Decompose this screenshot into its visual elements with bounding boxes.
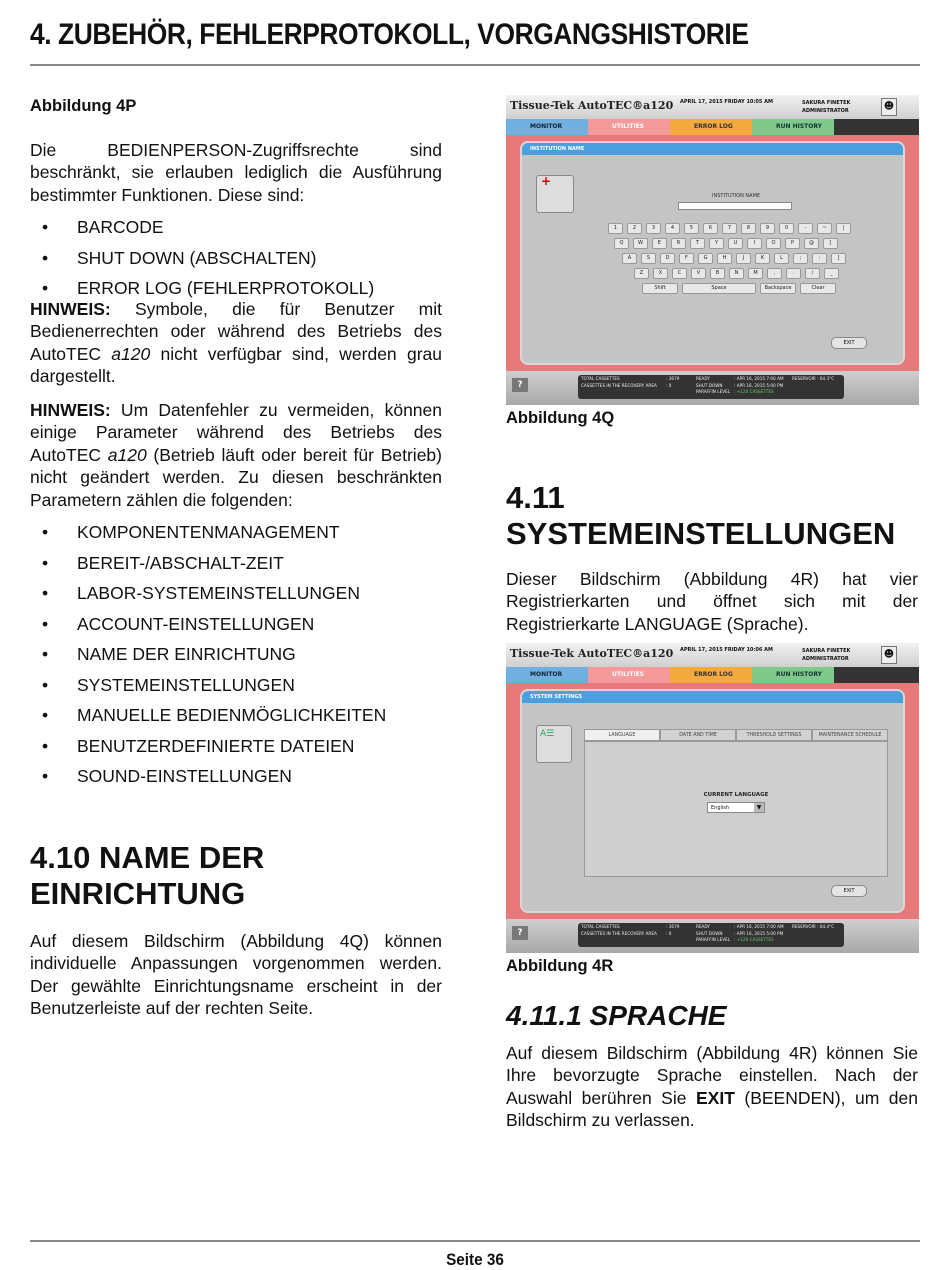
list-item: • SHUT DOWN (ABSCHALTEN) <box>30 243 442 274</box>
status-value: : APR 16, 2015 7:00 AM <box>734 924 784 929</box>
model-name: a120 <box>107 444 147 465</box>
page-number: Seite 36 <box>446 1250 504 1269</box>
tab-maintenance-schedule[interactable]: MAINTENANCE SCHEDULE <box>812 729 888 741</box>
keyboard-key[interactable]: Space <box>682 283 756 294</box>
keyboard-key[interactable]: , <box>767 268 782 279</box>
status-label: TOTAL CASSETTES <box>581 924 620 929</box>
keyboard-key[interactable]: Shift <box>642 283 678 294</box>
keyboard-key[interactable]: F <box>679 253 694 264</box>
status-value: : APR 16, 2015 5:00 PM <box>734 930 784 936</box>
status-value: : +120 CASSETTES <box>734 389 774 394</box>
section-4-11-body: Dieser Bildschirm (Abbildung 4R) hat vier Registrierkarten und öffnet sich mit der Registrierkarte LANGUAGE (Sprache). <box>506 568 918 634</box>
keyboard-key[interactable]: ; <box>793 253 808 264</box>
tissue-tek-logo: Tissue-Tek AutoTEC®a120 <box>510 647 674 660</box>
current-language-label: CURRENT LANGUAGE <box>703 792 769 798</box>
language-icon: A☰ <box>536 725 572 763</box>
keyboard-key[interactable]: Clear <box>800 283 836 294</box>
keyboard-key[interactable]: [ <box>823 238 838 249</box>
right-column <box>506 95 918 1132</box>
exit-button[interactable]: EXIT <box>831 885 867 897</box>
keyboard-key[interactable]: Backspace <box>760 283 796 294</box>
user-info <box>802 647 850 663</box>
user-info <box>802 99 850 115</box>
tab-error-log[interactable]: ERROR LOG <box>670 667 752 683</box>
keyboard-key[interactable]: ] <box>831 253 846 264</box>
note-text: Symbole, die für Benutzer mit Bedienerrechten oder während des Betriebs des AutoTEC <box>30 298 442 364</box>
keyboard-key[interactable]: P <box>785 238 800 249</box>
language-tab-body <box>584 741 888 877</box>
keyboard-key[interactable]: 4 <box>665 223 680 234</box>
keyboard-key[interactable]: B <box>710 268 725 279</box>
keyboard-key[interactable]: E <box>652 238 667 249</box>
tab-threshold-settings[interactable]: THRESHOLD SETTINGS <box>736 729 812 741</box>
keyboard-key[interactable]: Z <box>634 268 649 279</box>
status-value: : 0 <box>666 930 672 936</box>
keyboard-row <box>622 253 846 264</box>
tab-error-log[interactable]: ERROR LOG <box>670 119 752 135</box>
status-label: SHUT DOWN <box>696 930 723 936</box>
keyboard-key[interactable]: Y <box>709 238 724 249</box>
keyboard-key[interactable]: K <box>755 253 770 264</box>
keyboard-key[interactable]: S <box>641 253 656 264</box>
section-4-10-body: Auf diesem Bildschirm (Abbildung 4Q) können individuelle Anpassungen vorgenommen werden. Der gewählte Einrichtungsname erscheint in der Benutzerleiste auf der rechten Seite. <box>30 930 442 1018</box>
status-bar <box>506 371 919 405</box>
operator-function-list <box>30 212 442 304</box>
operator-rights-intro: Die BEDIENPERSON-Zugriffsrechte sind beschränkt, sie erlauben lediglich die Ausführung bestimmter Funktionen. Diese sind: <box>30 139 442 205</box>
note-restricted-parameters <box>30 399 442 512</box>
list-item: • NAME DER EINRICHTUNG <box>30 639 442 670</box>
figure-4r-screenshot <box>506 643 919 953</box>
note-grayed-symbols <box>30 298 442 388</box>
status-value: : 3679 <box>666 924 680 929</box>
keyboard-key[interactable]: ~ <box>817 223 832 234</box>
page-title: 4. ZUBEHÖR, FEHLERPROTOKOLL, VORGANGSHISTORIE <box>30 18 749 51</box>
section-4-11-1-title: 4.11.1 SPRACHE <box>506 999 727 1031</box>
list-item: • ERROR LOG (FEHLERPROTOKOLL) <box>30 273 442 304</box>
keyboard-key[interactable]: A <box>622 253 637 264</box>
restricted-parameter-list <box>30 517 442 792</box>
tab-monitor[interactable]: MONITOR <box>506 119 588 135</box>
screen-header <box>506 95 919 119</box>
institution-name: SAKURA FINETEK <box>802 648 851 654</box>
tab-run-history[interactable]: RUN HISTORY <box>752 667 834 683</box>
keyboard-row <box>614 238 838 249</box>
keyboard-key[interactable]: 8 <box>741 223 756 234</box>
help-icon[interactable]: ? <box>512 378 528 392</box>
keyboard-key[interactable]: _ <box>824 268 839 279</box>
help-icon[interactable]: ? <box>512 926 528 940</box>
keyboard-key[interactable]: J <box>736 253 751 264</box>
keyboard-row <box>634 268 839 279</box>
list-item: • BARCODE <box>30 212 442 243</box>
system-settings-panel <box>522 691 903 911</box>
tab-monitor[interactable]: MONITOR <box>506 667 588 683</box>
keyboard-key[interactable]: 1 <box>608 223 623 234</box>
body-text: Auf diesem Bildschirm (Abbildung 4R) können Sie Ihre bevorzugte Sprache einstellen. Nach der Auswahl berühren Sie <box>506 1042 918 1108</box>
main-tabs <box>506 119 919 135</box>
keyboard-key[interactable]: @ <box>804 238 819 249</box>
status-label: CASSETTES IN THE RECOVERY AREA <box>581 382 657 388</box>
note-text: Um Datenfehler zu vermeiden, können einige Parameter während des Betriebs des AutoTEC <box>30 399 442 465</box>
keyboard-key[interactable]: 0 <box>779 223 794 234</box>
status-value: : +120 CASSETTES <box>734 937 774 942</box>
status-value: : APR 16, 2015 7:00 AM <box>734 376 784 381</box>
keyboard-key[interactable]: X <box>653 268 668 279</box>
list-item: • MANUELLE BEDIENMÖGLICHKEITEN <box>30 700 442 731</box>
tab-language[interactable]: LANGUAGE <box>584 729 660 741</box>
list-item: • SOUND-EINSTELLUNGEN <box>30 761 442 792</box>
institution-name: SAKURA FINETEK <box>802 100 851 106</box>
list-item: • BEREIT-/ABSCHALT-ZEIT <box>30 548 442 579</box>
keyboard-key[interactable]: I <box>747 238 762 249</box>
institution-field-label: INSTITUTION NAME <box>712 193 761 199</box>
status-box <box>578 375 844 399</box>
reservoir-temp: RESERVOIR : 64.4°C <box>792 924 835 929</box>
status-label: READY <box>696 924 710 929</box>
keyboard-key[interactable]: W <box>633 238 648 249</box>
list-item: • SYSTEMEINSTELLUNGEN <box>30 670 442 701</box>
note-text: (Betrieb läuft oder bereit für Betrieb) nicht geändert werden. Zu diesen beschränkten Parametern zählen die folgenden: <box>30 444 442 510</box>
tab-utilities[interactable]: UTILITIES <box>588 667 670 683</box>
keyboard-key[interactable]: 7 <box>722 223 737 234</box>
section-4-10-title: 4.10 NAME DER EINRICHTUNG <box>30 839 265 911</box>
list-item: • ACCOUNT-EINSTELLUNGEN <box>30 609 442 640</box>
figure-4r-caption: Abbildung 4R <box>506 957 614 975</box>
left-column <box>30 95 442 1020</box>
keyboard-key[interactable]: Q <box>614 238 629 249</box>
keyboard-key[interactable]: M <box>748 268 763 279</box>
language-value: English <box>711 805 730 811</box>
figure-4q-screenshot <box>506 95 919 405</box>
header-rule <box>30 64 920 66</box>
settings-tabs <box>584 729 888 741</box>
keyboard-key[interactable]: V <box>691 268 706 279</box>
keyboard-row <box>642 283 836 294</box>
status-label: SHUT DOWN <box>696 382 723 388</box>
keyboard-key[interactable]: D <box>660 253 675 264</box>
status-bar <box>506 919 919 953</box>
institution-name-panel <box>522 143 903 363</box>
keyboard-key[interactable]: 2 <box>627 223 642 234</box>
status-box <box>578 923 844 947</box>
list-item: • KOMPONENTENMANAGEMENT <box>30 517 442 548</box>
user-icon[interactable]: ☻ <box>881 646 897 664</box>
hospital-icon <box>536 175 574 213</box>
screen-date: APRIL 17, 2015 FRIDAY 10:06 AM <box>680 647 773 653</box>
status-value: : 3679 <box>666 376 680 381</box>
user-role: ADMINISTRATOR <box>802 656 849 662</box>
keyboard-key[interactable]: U <box>728 238 743 249</box>
status-label: TOTAL CASSETTES <box>581 376 620 381</box>
panel-title: INSTITUTION NAME <box>522 143 903 155</box>
keyboard-key[interactable]: C <box>672 268 687 279</box>
keyboard-key[interactable]: . <box>786 268 801 279</box>
user-icon[interactable]: ☻ <box>881 98 897 116</box>
keyboard-key[interactable]: : <box>812 253 827 264</box>
status-value: : 0 <box>666 382 672 388</box>
tab-run-history[interactable]: RUN HISTORY <box>752 119 834 135</box>
keyboard-key[interactable]: R <box>671 238 686 249</box>
figure-4q-caption: Abbildung 4Q <box>506 409 615 427</box>
keyboard-key[interactable]: / <box>805 268 820 279</box>
language-select[interactable] <box>707 802 765 813</box>
keyboard-key[interactable]: H <box>717 253 732 264</box>
keyboard-key[interactable]: G <box>698 253 713 264</box>
section-4-11-title: 4.11 SYSTEMEINSTELLUNGEN <box>506 479 896 551</box>
status-value: : APR 16, 2015 5:00 PM <box>734 382 784 388</box>
institution-name-input[interactable] <box>678 202 792 210</box>
keyboard-key[interactable]: L <box>774 253 789 264</box>
exit-button[interactable]: EXIT <box>831 337 867 349</box>
keyboard-key[interactable]: T <box>690 238 705 249</box>
tab-date-and-time[interactable]: DATE AND TIME <box>660 729 736 741</box>
screen-date: APRIL 17, 2015 FRIDAY 10:05 AM <box>680 99 773 105</box>
main-tabs <box>506 667 919 683</box>
note-label: HINWEIS: <box>30 399 111 420</box>
section-4-11-1-body <box>506 1042 918 1132</box>
keyboard-key[interactable]: O <box>766 238 781 249</box>
keyboard-key[interactable]: N <box>729 268 744 279</box>
model-name: a120 <box>111 343 151 364</box>
note-label: HINWEIS: <box>30 298 111 319</box>
tissue-tek-logo: Tissue-Tek AutoTEC®a120 <box>510 99 674 112</box>
list-item: • LABOR-SYSTEMEINSTELLUNGEN <box>30 578 442 609</box>
exit-keyword: EXIT <box>695 1087 735 1108</box>
panel-title: SYSTEM SETTINGS <box>522 691 903 703</box>
tab-utilities[interactable]: UTILITIES <box>588 119 670 135</box>
figure-4p-caption: Abbildung 4P <box>30 97 137 115</box>
status-label: PARAFFIN LEVEL <box>696 937 731 942</box>
keyboard-key[interactable]: - <box>798 223 813 234</box>
status-label: CASSETTES IN THE RECOVERY AREA <box>581 930 657 936</box>
status-label: PARAFFIN LEVEL <box>696 389 731 394</box>
keyboard-key[interactable]: 6 <box>703 223 718 234</box>
footer-rule <box>30 1240 920 1242</box>
keyboard-row <box>608 223 851 234</box>
keyboard-key[interactable]: 9 <box>760 223 775 234</box>
keyboard-key[interactable]: 3 <box>646 223 661 234</box>
body-text: (BEENDEN), um den Bildschirm zu verlassen. <box>506 1087 919 1130</box>
keyboard-key[interactable]: | <box>836 223 851 234</box>
list-item: • BENUTZERDEFINIERTE DATEIEN <box>30 731 442 762</box>
keyboard-key[interactable]: 5 <box>684 223 699 234</box>
status-label: READY <box>696 376 710 381</box>
chevron-down-icon: ▼ <box>754 803 764 812</box>
reservoir-temp: RESERVOIR : 64.3°C <box>792 376 835 381</box>
note-text: nicht verfügbar sind, werden grau dargestellt. <box>30 343 442 386</box>
screen-header <box>506 643 919 667</box>
user-role: ADMINISTRATOR <box>802 108 849 114</box>
